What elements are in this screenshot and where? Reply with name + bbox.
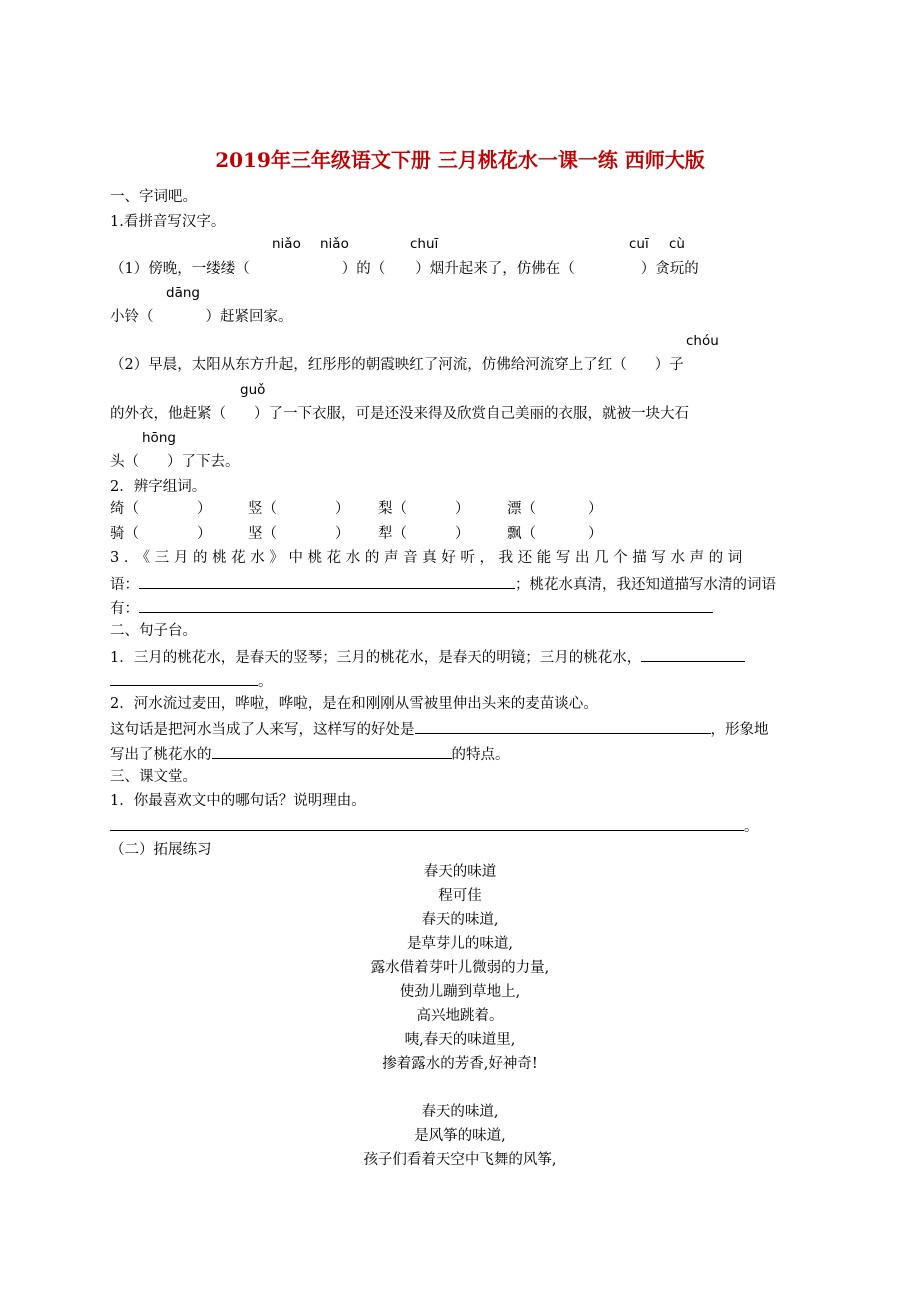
s2-q2-line-3: 写出了桃花水的 的特点。 — [110, 743, 510, 765]
q1-label: 1.看拼音写汉字。 — [110, 214, 226, 230]
s3-q1-answer: 。 — [110, 815, 759, 837]
q2-row-2-d-close: ） — [588, 526, 603, 542]
q3-line-3: 有： — [110, 597, 713, 619]
pinyin: niǎo — [272, 236, 301, 252]
answer-blank[interactable] — [212, 743, 452, 759]
q2-row-1-b: 竖（ — [248, 501, 277, 517]
q2-row-2-a: 骑（ — [110, 526, 139, 542]
pinyin: niǎo — [320, 236, 349, 252]
q2-row-1-b-close: ） — [335, 501, 350, 517]
q2-row-1-d: 漂（ — [507, 501, 536, 517]
poem-line: 是草芽儿的味道, — [406, 936, 514, 952]
q3-line-1: 3．《三月的桃花水》中桃花水的声音真好听，我还能写出几个描写水声的词 — [110, 550, 747, 566]
pinyin: chuī — [410, 236, 439, 252]
poem-line: 是风筝的味道, — [414, 1128, 506, 1144]
pinyin: dāng — [166, 285, 200, 301]
poem-line: 孩子们看着天空中飞舞的风筝, — [363, 1152, 557, 1168]
s2-q1-line-2: 。 — [110, 670, 273, 692]
sentence-1-line-2: 小铃（ ）赶紧回家。 — [110, 309, 293, 325]
q2-row-1-a: 绮（ — [110, 501, 139, 517]
poem-line: 高兴地跳着。 — [416, 1008, 504, 1024]
pinyin: cù — [669, 236, 685, 252]
pinyin: cuī — [629, 236, 649, 252]
sentence-2-line-1: （2）早晨，太阳从东方升起，红彤彤的朝霞映红了河流，仿佛给河流穿上了红（ ）子 — [110, 357, 684, 373]
poem-line: 春天的味道, — [421, 1104, 499, 1120]
q2-label: 2．辨字组词。 — [110, 479, 207, 495]
pinyin: hōng — [142, 430, 176, 446]
q2-row-1-c: 梨（ — [378, 501, 407, 517]
extension-heading: （二）拓展练习 — [110, 842, 212, 858]
poem-line: 春天的味道, — [421, 912, 499, 928]
poem-line: 使劲儿蹦到草地上, — [399, 984, 521, 1000]
page-title: 2019年三年级语文下册 三月桃花水一课一练 西师大版 — [215, 148, 705, 172]
sentence-2-line-3: 头（ ）了下去。 — [110, 454, 240, 470]
q2-row-1-d-close: ） — [588, 501, 603, 517]
q3-line-2: 语： ；桃花水真清，我还知道描写水清的词语 — [110, 573, 776, 595]
q2-row-2-c: 犁（ — [378, 526, 407, 542]
q2-row-1-c-close: ） — [455, 501, 470, 517]
section-1-heading: 一、字词吧。 — [110, 189, 197, 205]
answer-blank[interactable] — [415, 718, 711, 734]
answer-blank[interactable] — [641, 646, 745, 662]
s2-q2-line-2: 这句话是把河水当成了人来写，这样写的好处是 ，形象地 — [110, 718, 769, 740]
sentence-2-line-2: 的外衣，他赶紧（ ）了一下衣服，可是还没来得及欣赏自己美丽的衣服，就被一块大石 — [110, 406, 689, 422]
poem-line: 掺着露水的芳香,好神奇! — [382, 1056, 538, 1072]
q2-row-1-a-close: ） — [197, 501, 212, 517]
q2-row-2-a-close: ） — [197, 526, 212, 542]
section-3-heading: 三、课文堂。 — [110, 769, 197, 785]
section-2-heading: 二、句子台。 — [110, 623, 197, 639]
poem-line: 露水借着芽叶儿微弱的力量, — [370, 960, 550, 976]
answer-blank[interactable] — [139, 597, 713, 613]
answer-blank[interactable] — [110, 815, 744, 831]
answer-blank[interactable] — [110, 670, 258, 686]
s2-q1-line-1: 1．三月的桃花水，是春天的竖琴；三月的桃花水，是春天的明镜；三月的桃花水， — [110, 646, 745, 668]
q2-row-2-c-close: ） — [455, 526, 470, 542]
s3-q1: 1．你最喜欢文中的哪句话？说明理由。 — [110, 793, 366, 809]
poem-title: 春天的味道 — [423, 864, 497, 880]
poem-author: 程可佳 — [438, 888, 482, 904]
q2-row-2-b-close: ） — [335, 526, 350, 542]
pinyin: guǒ — [240, 382, 266, 398]
q2-row-2-d: 飘（ — [507, 526, 536, 542]
q2-row-2-b: 坚（ — [248, 526, 277, 542]
poem-line: 咦,春天的味道里, — [404, 1032, 516, 1048]
answer-blank[interactable] — [139, 573, 515, 589]
sentence-1-line-1: （1）傍晚，一缕缕（ ）的（ ）烟升起来了，仿佛在（ ）贪玩的 — [110, 261, 699, 277]
s2-q2-line-1: 2．河水流过麦田，哗啦，哗啦，是在和刚刚从雪被里伸出头来的麦苗谈心。 — [110, 696, 598, 712]
pinyin: chóu — [686, 333, 719, 349]
